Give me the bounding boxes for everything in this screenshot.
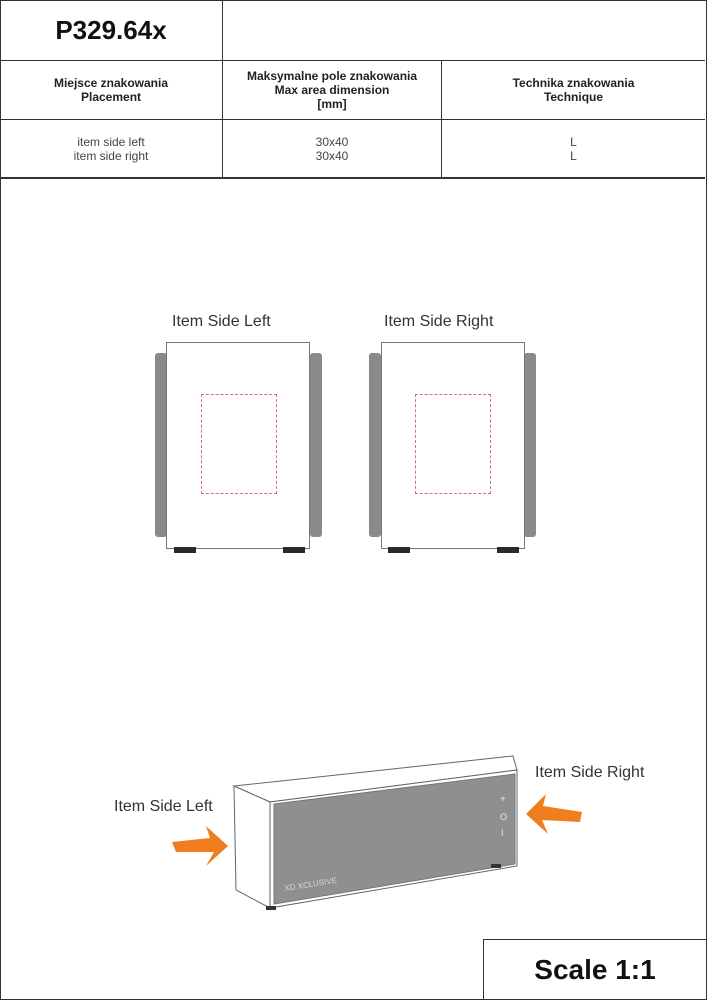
header-technique [442, 61, 705, 119]
header-max-area-pl: Maksymalne pole znakowania [246, 69, 418, 83]
cell-max-area [223, 120, 441, 177]
view-left-label: Item Side Left [172, 313, 271, 330]
view-right-label: Item Side Right [384, 313, 494, 330]
illustration-left-label: Item Side Left [114, 798, 213, 815]
technique-row-1: L [570, 134, 577, 149]
volume-up-icon: + [500, 794, 506, 805]
placement-row-2: item side right [73, 148, 149, 163]
view-right-strip-left [369, 353, 381, 537]
speaker-side-face [234, 786, 270, 908]
speaker-foot-right [491, 864, 501, 868]
illustration-right-label: Item Side Right [535, 764, 645, 781]
power-icon: O [500, 812, 508, 822]
max-area-row-2: 30x40 [315, 148, 349, 163]
technique-row-2: L [570, 148, 577, 163]
cell-technique [442, 120, 705, 177]
header-technique-pl: Technika znakowania [512, 76, 635, 90]
scale-label: Scale 1:1 [483, 939, 706, 999]
volume-down-icon: I [501, 828, 504, 838]
speaker-foot-left [266, 906, 276, 910]
arrow-right-icon [526, 794, 582, 834]
view-left-strip-right [310, 353, 322, 537]
speaker-brand-text: XD XCLUSIVE [283, 875, 338, 893]
header-max-area-en: Max area dimension [274, 83, 390, 97]
header-max-area-unit: [mm] [317, 97, 347, 111]
arrow-left-icon [172, 826, 228, 866]
header-technique-en: Technique [543, 90, 604, 104]
view-left-print-area [201, 394, 277, 494]
view-right-print-area [415, 394, 491, 494]
product-code: P329.64x [0, 0, 223, 60]
table-bottom-divider [0, 177, 705, 179]
header-placement-en: Placement [80, 90, 142, 104]
view-right-strip-right [524, 353, 536, 537]
view-right-foot-left [388, 547, 410, 553]
view-right-foot-right [497, 547, 519, 553]
header-max-area [223, 61, 441, 119]
cell-placement [0, 120, 222, 177]
max-area-row-1: 30x40 [315, 134, 349, 149]
view-left-foot-left [174, 547, 196, 553]
placement-row-1: item side left [77, 134, 145, 149]
header-placement [0, 61, 222, 119]
view-left-foot-right [283, 547, 305, 553]
header-placement-pl: Miejsce znakowania [53, 76, 169, 90]
